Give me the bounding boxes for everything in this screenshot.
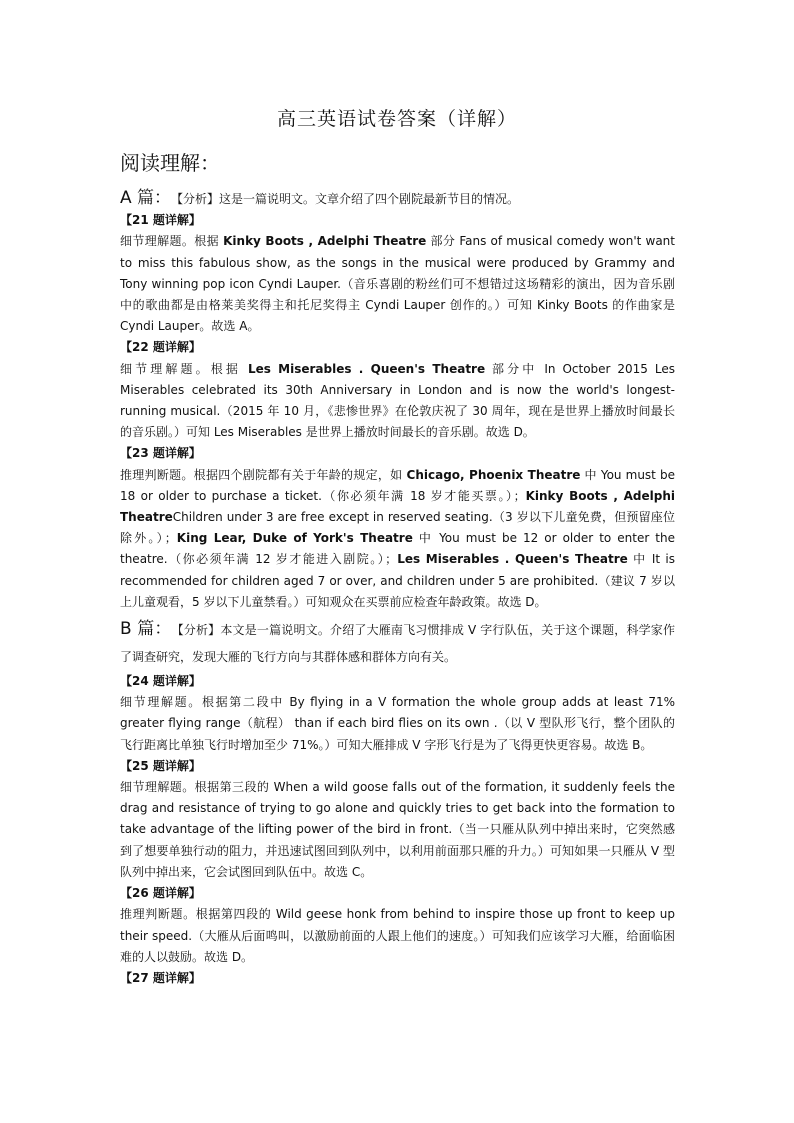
question-24-explanation: 细节理解题。根据第二段中 By flying in a V formation the whole group adds at least 71% greater flying range（航程） than if each bird flies on its own .（以 V 型队形飞行，整个团队的飞行距离比单独飞行时增加至少 71%。）可知大雁排成 V 字形飞行是为了飞得更快更容易。故选 B。 (120, 695, 675, 752)
question-21-explanation: 细节理解题。根据 Kinky Boots , Adelphi Theatre 部分 Fans of musical comedy won't want to miss this fabulous show, as the songs in the musical were produced by Grammy and Tony winning pop icon Cyndi Lauper.（音乐喜剧的粉丝们可不想错过这场精彩的演出，因为音乐剧中的歌曲都是由格莱美奖得主和托尼奖得主 Cyndi Lauper 创作的。）可知 Kinky Boots 的作曲家是 Cyndi Lauper。故选 A。 (120, 234, 675, 334)
question-25-label: 【25 题详解】 (120, 758, 201, 773)
question-22-explanation: 细节理解题。根据 Les Miserables . Queen's Theatre 部分中 In October 2015 Les Miserables celebrated its 30th Anniversary in London and is now the world's longest-running musical.（2015 年 10 月，《悲惨世界》在伦敦庆祝了 30 周年，现在是世界上播放时间最长的音乐剧。）可知 Les Miserables 是世界上播放时间最长的音乐剧。故选 D。 (120, 361, 675, 440)
question-25-explanation: 细节理解题。根据第三段的 When a wild goose falls out of the formation, it suddenly feels the drag and resistance of trying to go alone and quickly tries to get back into the formation to take advantage of the lifting power of the bird in front.（当一只雁从队列中掉出来时，它突然感到了想要单独行动的阻力，并迅速试图回到队列中，以利用前面那只雁的升力。）可知如果一只雁从 V 型队列中掉出来，它会试图回到队伍中。故选 C。 (120, 780, 675, 879)
section-heading: 阅读理解： (120, 151, 220, 175)
answer-body (120, 188, 675, 989)
question-23-label: 【23 题详解】 (120, 446, 201, 461)
question-22-label: 【22 题详解】 (120, 340, 201, 355)
question-24-label: 【24 题详解】 (120, 674, 201, 689)
question-21-label: 【21 题详解】 (120, 213, 201, 228)
page-title: 高三英语试卷答案（详解） (276, 108, 517, 130)
passage-a-intro: A 篇： 【分析】这是一篇说明文。文章介绍了四个剧院最新节目的情况。 (120, 188, 520, 208)
passage-b-letter: B 篇： (120, 619, 172, 640)
passage-b-intro: B 篇： 【分析】本文是一篇说明文。介绍了大雁南飞习惯排成 V 字行队伍，关于这个课题，科学家作了调查研究，发现大雁的飞行方向与其群体感和群体方向有关。 (120, 619, 675, 665)
question-26-explanation: 推理判断题。根据第四段的 Wild geese honk from behind to inspire those up front to keep up their speed.（大雁从后面鸣叫，以激励前面的人跟上他们的速度。）可知我们应该学习大雁，给面临困难的人以鼓励。故选 D。 (120, 907, 675, 964)
question-27-label: 【27 题详解】 (120, 970, 201, 985)
question-26-label: 【26 题详解】 (120, 886, 201, 901)
question-23-explanation: 推理判断题。根据四个剧院都有关于年龄的规定，如 Chicago, Phoenix Theatre 中 You must be 18 or older to purchase a ticket.（你必须年满 18 岁才能买票。）；Kinky Boots , Adelphi TheatreChildren under 3 are free except in reserved seating.（3 岁以下儿童免费，但预留座位除外。）；King Lear, Duke of York's Theatre 中 You must be 12 or older to enter the theatre.（你必须年满 12 岁才能进入剧院。）；Les Miserables . Queen's Theatre 中 It is recommended for children aged 7 or over, and children under 5 are prohibited.（建议 7 岁以上儿童观看，5 岁以下儿童禁看。）可知观众在买票前应检查年龄政策。故选 D。 (120, 467, 675, 609)
passage-a-letter: A 篇： (120, 188, 172, 208)
